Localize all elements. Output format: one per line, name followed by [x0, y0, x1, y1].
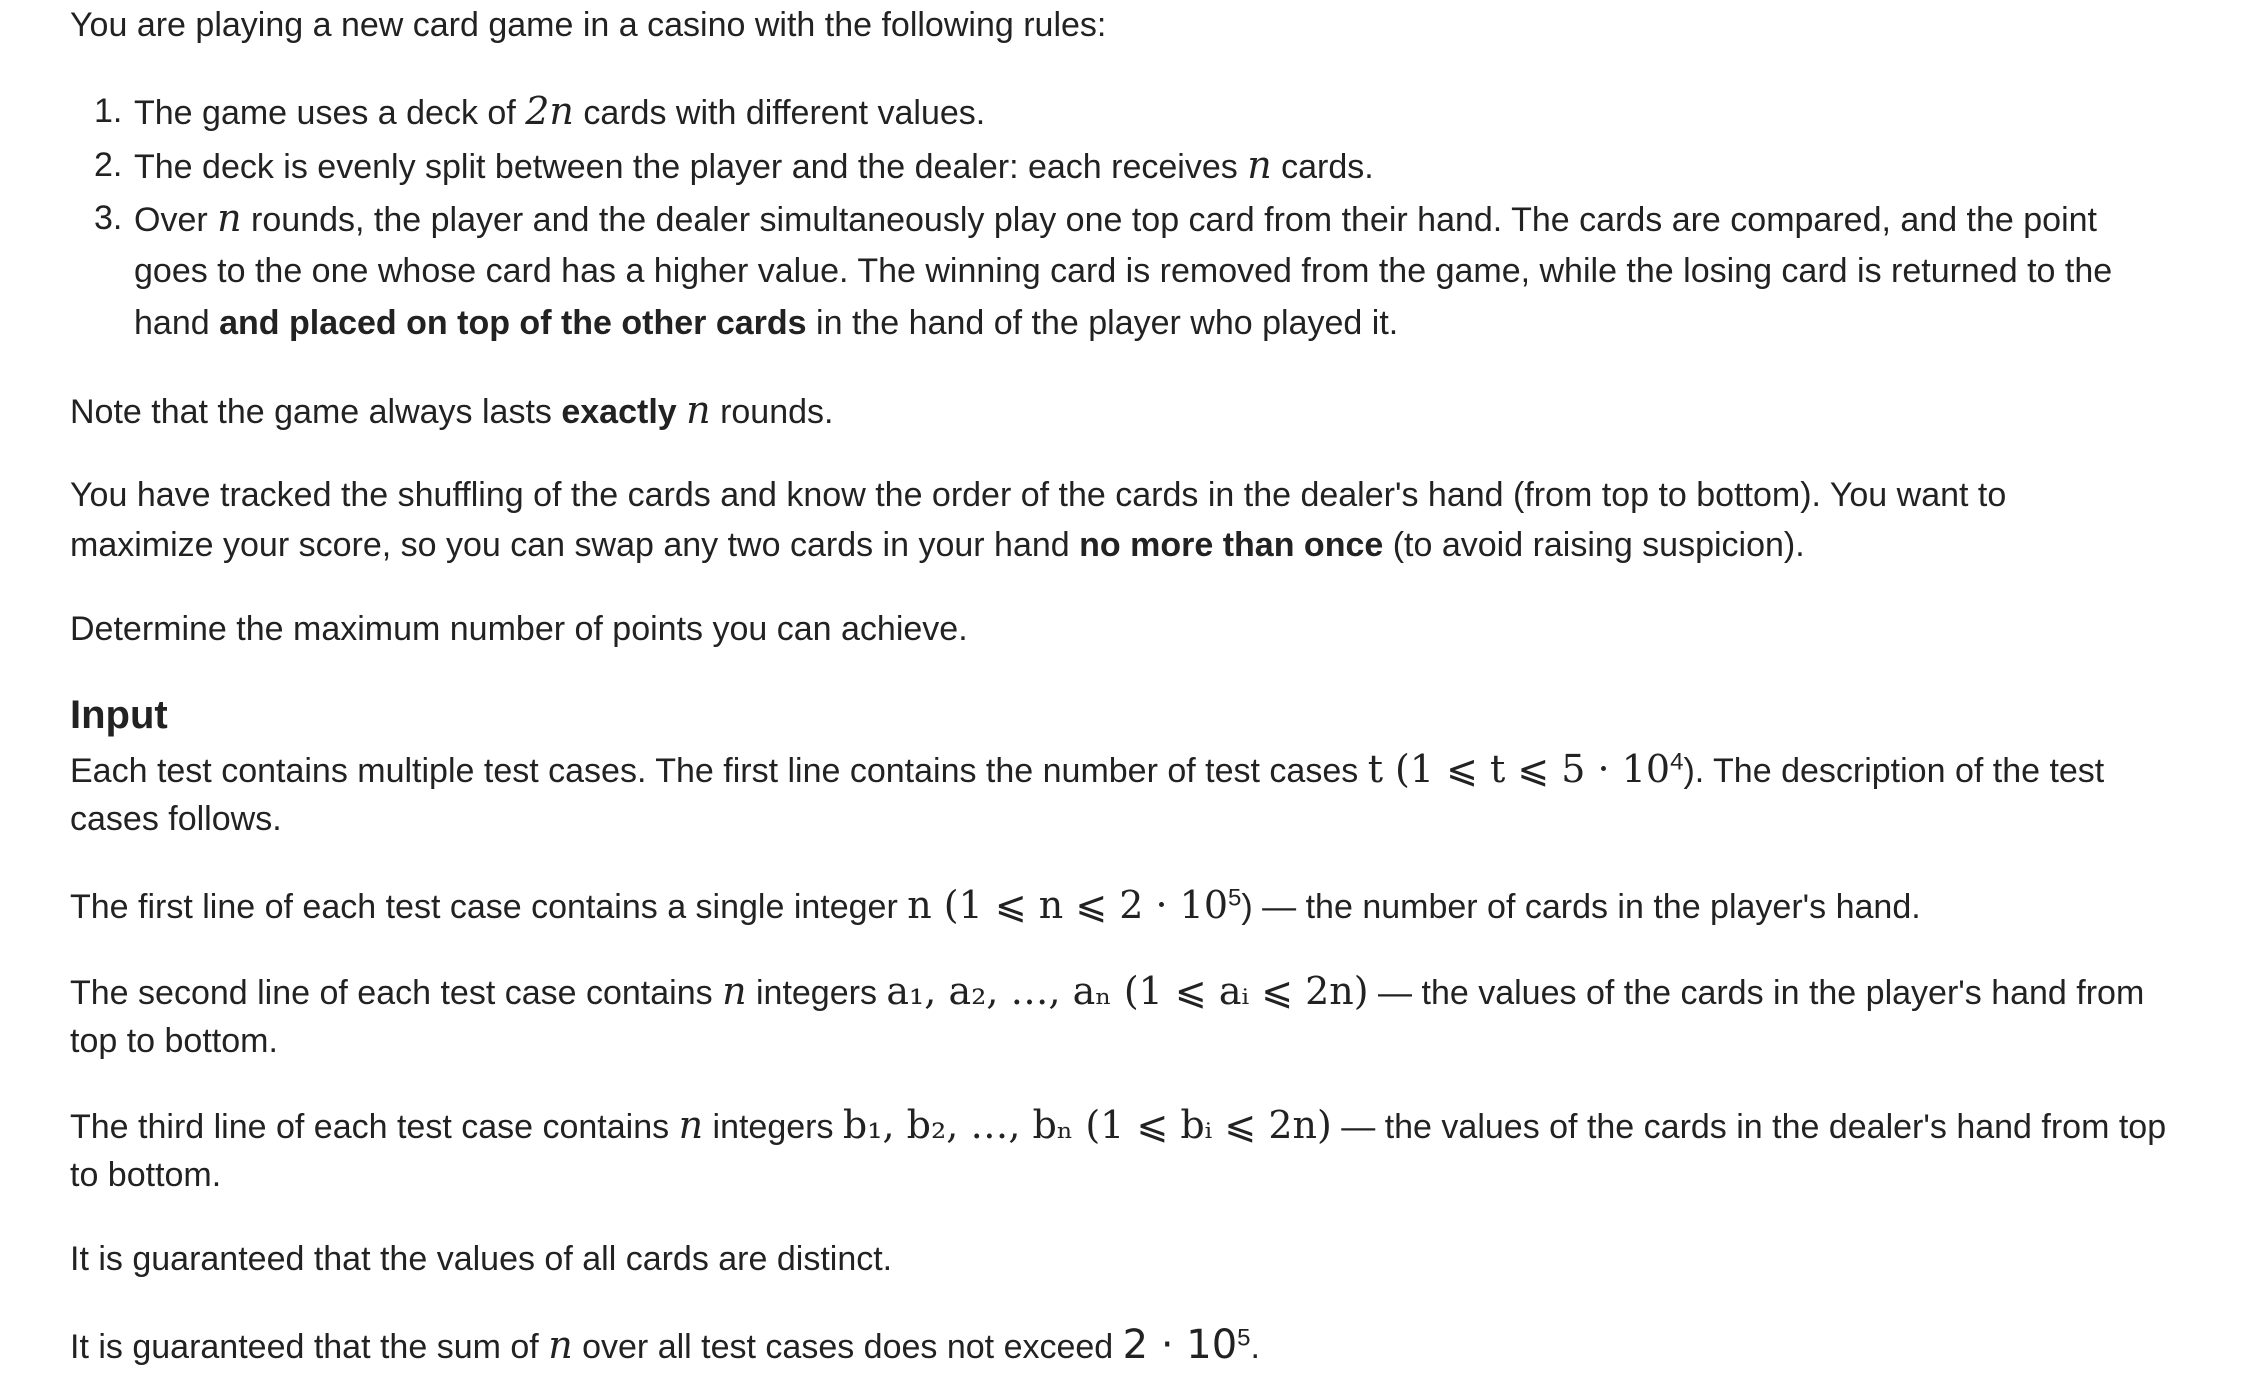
math-n: n [686, 388, 711, 432]
rule-2-number: 2. [94, 146, 123, 184]
rule-3-line-3: hand and placed on top of the other cards in the hand of the player who played it. [134, 304, 1399, 342]
emphasis-text: and placed on top of the other cards [219, 304, 807, 342]
input-paragraph-1-line-2: cases follows. [70, 800, 282, 838]
math-t-bounds: t (1 ⩽ t ⩽ 5 · 10 [1367, 747, 1671, 791]
input-paragraph-3-line-2: top to bottom. [70, 1022, 278, 1060]
math-n: n [1247, 143, 1272, 187]
math-n: n [548, 1323, 573, 1367]
math-n-bounds: n (1 ⩽ n ⩽ 2 · 10 [907, 883, 1229, 927]
emphasis-text: exactly [561, 393, 677, 431]
input-paragraph-6: It is guaranteed that the sum of n over all test cases does not exceed $2 \cdot 10^5$. [70, 1322, 1260, 1368]
math-sum-bound: 2 · 10 [1122, 1322, 1238, 1368]
input-paragraph-2: The first line of each test case contains a single integer n (1 ⩽ n ⩽ $2 \cdot 10^5$) — the number of cards in the player's hand. [70, 883, 1921, 927]
rule-3-line-1: Over n rounds, the player and the dealer simultaneously play one top card from their hand. The cards are compared, and the point [134, 196, 2097, 240]
emphasis-text: no more than once [1079, 526, 1384, 564]
rule-3-line-2: goes to the one whose card has a higher value. The winning card is removed from the game, while the losing card is returned to the [134, 252, 2113, 290]
math-n: n [722, 969, 747, 1013]
input-paragraph-4-line-2: to bottom. [70, 1156, 222, 1194]
tracking-paragraph-line-2: maximize your score, so you can swap any two cards in your hand no more than once (to avoid raising suspicion). [70, 526, 1805, 564]
input-paragraph-4-line-1: The third line of each test case contains n integers b₁, b₂, …, bₙ (1 ⩽ bᵢ ⩽ 2n) — the values of the cards in the dealer's hand from top [70, 1103, 2167, 1147]
note-paragraph: Note that the game always lasts exactly n rounds. [70, 388, 834, 432]
rule-1-number: 1. [94, 92, 123, 130]
math-a-sequence: a₁, a₂, …, aₙ (1 ⩽ aᵢ ⩽ 2n) [886, 969, 1369, 1013]
input-paragraph-1-line-1: Each test contains multiple test cases. The first line contains the number of test cases t (1 ⩽ t ⩽ $5 \cdot 10^4$). The description of the test [70, 747, 2105, 791]
input-paragraph-5: It is guaranteed that the values of all cards are distinct. [70, 1240, 893, 1278]
determine-paragraph: Determine the maximum number of points you can achieve. [70, 610, 968, 648]
tracking-paragraph-line-1: You have tracked the shuffling of the cards and know the order of the cards in the dealer's hand (from top to bottom). You want to [70, 476, 2007, 514]
math-n: n [678, 1103, 704, 1147]
input-heading: Input [70, 693, 168, 737]
math-2n: 2n [525, 89, 574, 133]
math-b-sequence: b₁, b₂, …, bₙ (1 ⩽ bᵢ ⩽ 2n) [842, 1103, 1332, 1147]
rule-1-text: The game uses a deck of 2n cards with different values. [134, 89, 986, 133]
math-n: n [217, 196, 242, 240]
input-paragraph-3-line-1: The second line of each test case contains n integers a₁, a₂, …, aₙ (1 ⩽ aᵢ ⩽ 2n) — the values of the cards in the player's hand from [70, 969, 2145, 1013]
rule-3-number: 3. [94, 199, 123, 237]
rule-2-text: The deck is evenly split between the player and the dealer: each receives n cards. [134, 143, 1374, 187]
intro-text: You are playing a new card game in a casino with the following rules: [70, 6, 1107, 44]
